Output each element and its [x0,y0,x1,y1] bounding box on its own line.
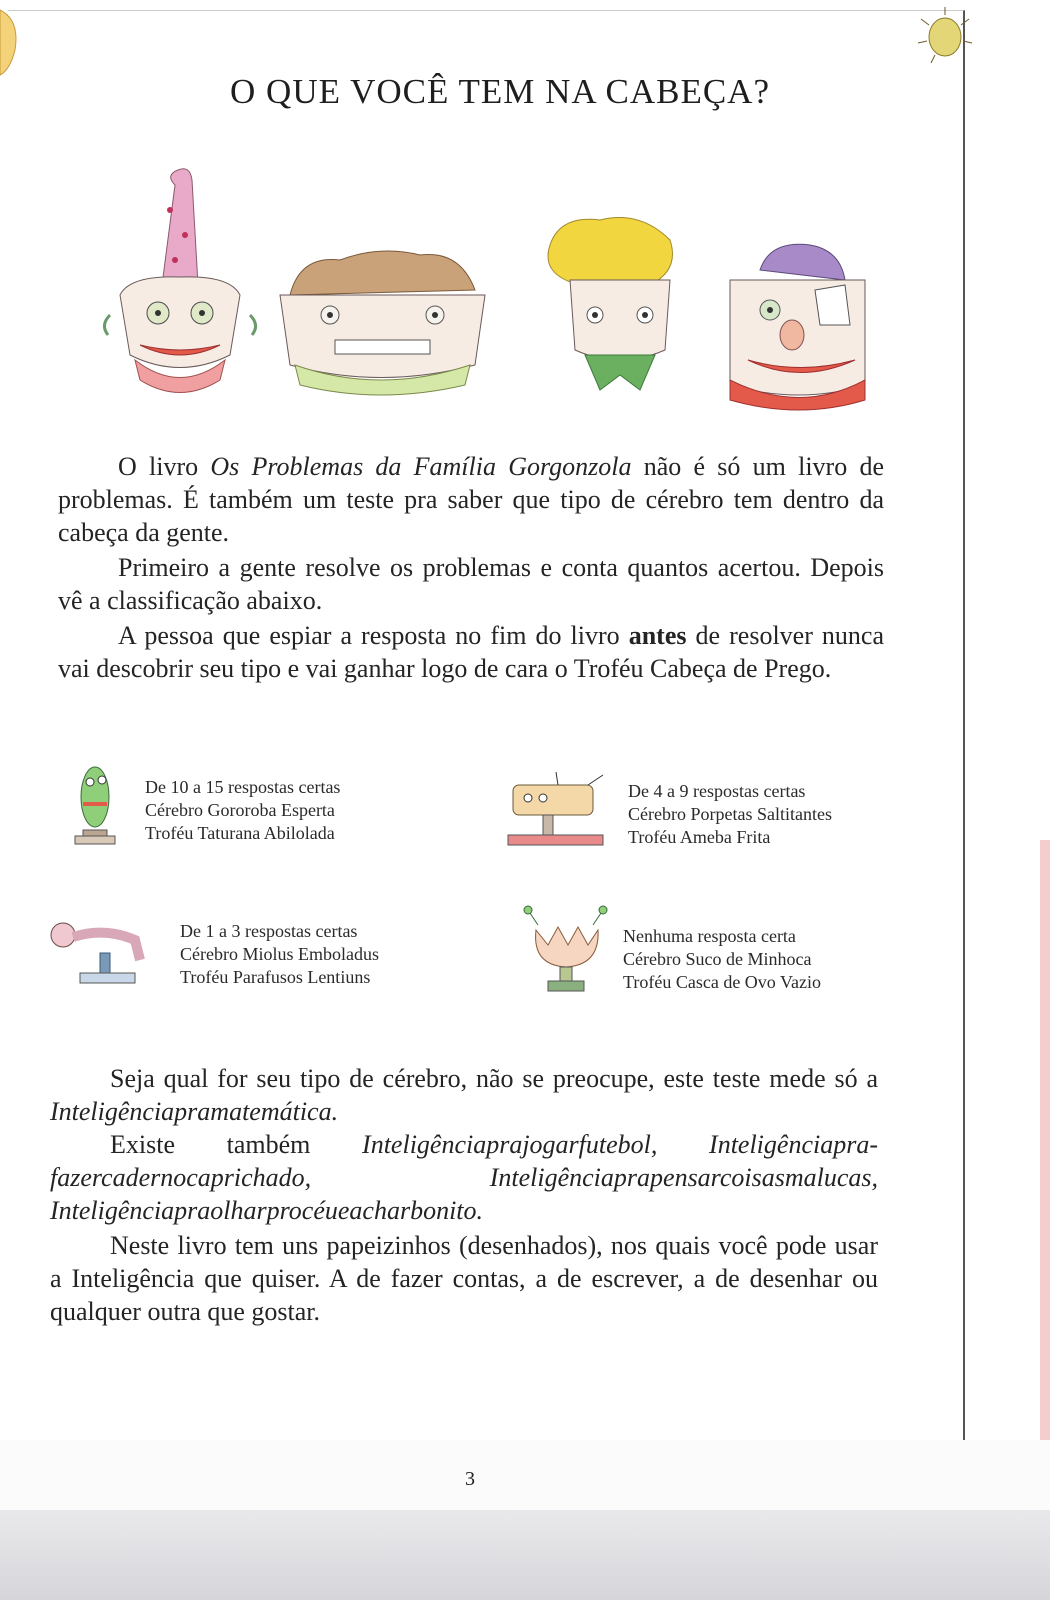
closing-p2-start: Existe também [110,1130,363,1159]
closing-p1-italic: Inteligênciapramatemática. [50,1097,339,1126]
closing-p2-italic: Inteligênciaprajogarfutebol, Inteligênciapra-fazercadernocaprichado, Inteligênciaprapensarcoisasmalucas, Inteligênciapraolharprocéueacharbonito. [50,1130,878,1225]
intro-p1-start: O livro [118,452,211,481]
ranking-trophy: Troféu Taturana Abilolada [145,823,335,843]
closing-p1-start: Seja qual for seu tipo de cérebro, não se preocupe, este teste mede só a [110,1064,878,1093]
head-yellow-brain-icon [548,218,673,391]
ranking-brain: Cérebro Miolus Emboladus [180,944,379,964]
book-title-italic: Os Problemas da Família Gorgonzola [210,452,632,481]
ranking-brain: Cérebro Suco de Minhoca [623,949,812,969]
ranking-item-4 [623,925,821,994]
intro-paragraph-3 [58,619,884,685]
screw-trophy-icon [45,915,160,995]
intro-p1-end: não é só um livro de problemas. É também um teste pra saber que tipo de cérebro tem dentro da cabeça da gente. [58,452,884,547]
intro-p3-end: de resolver nunca vai descobrir seu tipo e vai ganhar logo de cara o Troféu Cabeça de Prego. [58,621,885,683]
ranking-item-2 [628,780,832,849]
bold-word-antes: antes [628,621,687,650]
ranking-range: De 10 a 15 respostas certas [145,777,341,797]
amoeba-trophy-icon [488,770,618,855]
ranking-brain: Cérebro Gororoba Esperta [145,800,335,820]
page-title: O QUE VOCÊ TEM NA CABEÇA? [230,72,770,111]
ranking-range: De 1 a 3 respostas certas [180,921,358,941]
ranking-trophy: Troféu Ameba Frita [628,827,771,847]
ranking-item-1 [145,776,340,845]
page-edge-tint [1040,840,1050,1440]
corner-cactus-doodle-icon [915,5,975,65]
four-heads-illustration [80,165,900,415]
page-bottom-margin [0,1440,1050,1510]
intro-paragraph-1 [58,450,884,549]
ranking-brain: Cérebro Porpetas Saltitantes [628,804,832,824]
head-pink-brain-icon [104,169,255,393]
corner-doodle-left-icon [0,0,40,80]
scanner-shadow [0,1510,1050,1600]
eggshell-trophy-icon [518,905,613,1005]
intro-p3-start: A pessoa que espiar a resposta no fim do livro [118,621,629,650]
intro-paragraph-2: Primeiro a gente resolve os problemas e conta quantos acertou. Depois vê a classificação abaixo. [58,553,884,615]
ranking-item-3 [180,920,379,989]
closing-paragraph-1 [50,1062,878,1128]
page-number: 3 [465,1468,475,1490]
ranking-range: De 4 a 9 respostas certas [628,781,806,801]
ranking-trophy: Troféu Casca de Ovo Vazio [623,972,821,992]
head-brown-brain-icon [280,251,485,395]
caterpillar-trophy-icon [55,752,135,852]
closing-paragraph-3: Neste livro tem uns papeizinhos (desenhados), nos quais você pode usar a Inteligência que quiser. A de fazer contas, a de escrever, a de desenhar ou qualquer outra que gostar. [50,1231,878,1326]
head-purple-brain-icon [730,244,865,410]
ranking-trophy: Troféu Parafusos Lentiuns [180,967,371,987]
ranking-range: Nenhuma resposta certa [623,926,796,946]
closing-paragraph-2 [50,1128,878,1227]
